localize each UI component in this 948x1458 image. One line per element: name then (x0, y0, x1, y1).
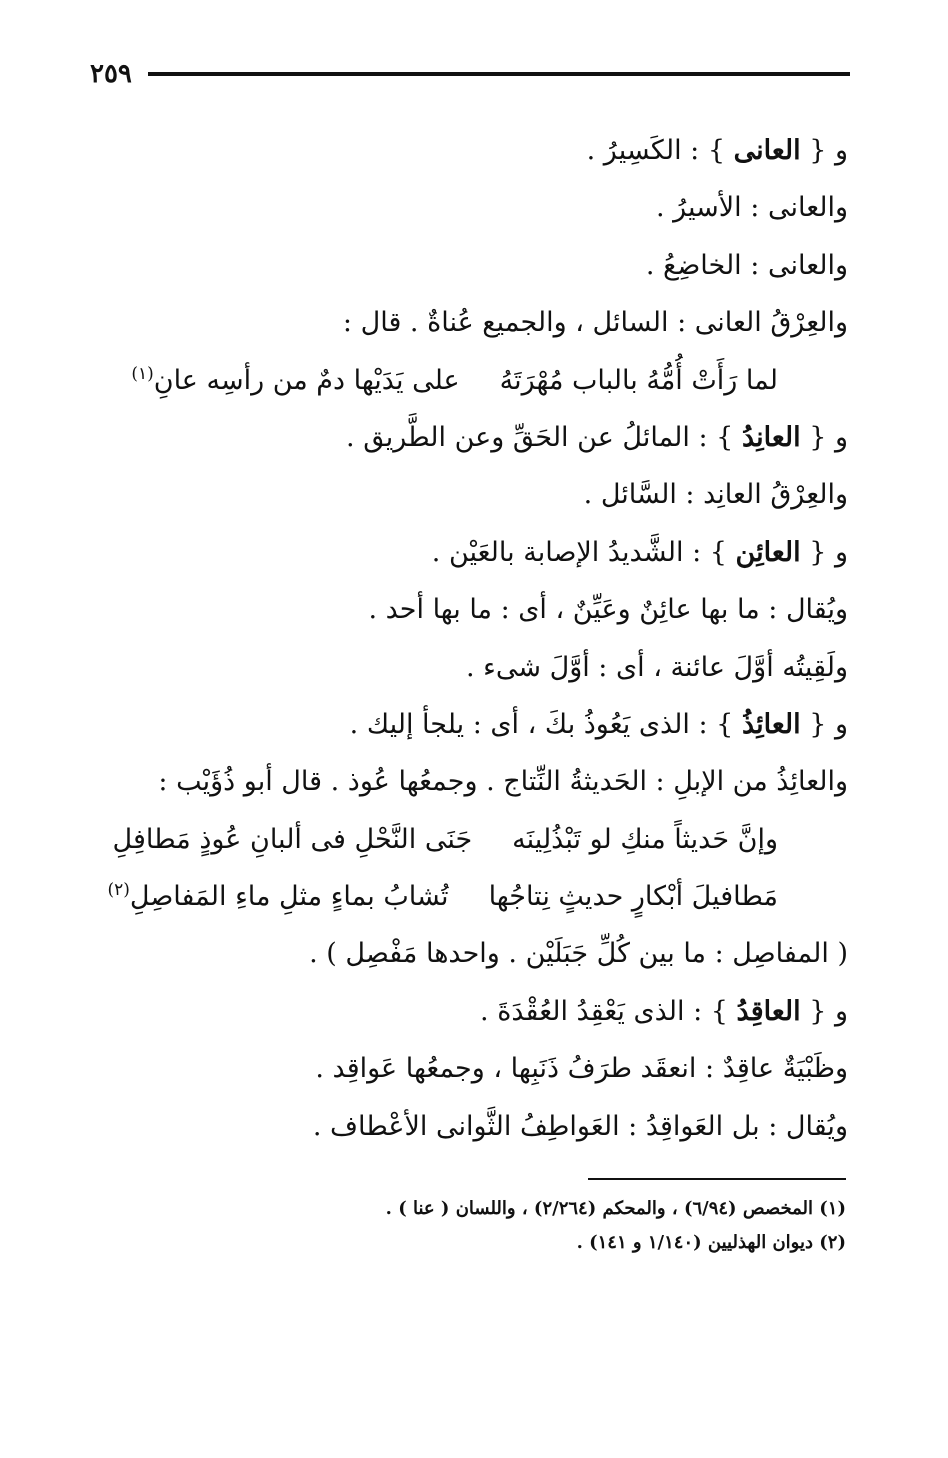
line-text: والعانى : الخاضِعُ . (645, 249, 848, 281)
entry-prefix: و { (800, 135, 848, 166)
page-header (90, 56, 850, 92)
headword: العانِدُ (741, 421, 801, 453)
line-text: والعِرْقُ العانى : السائل ، والجميع عُناةٌ . قال : (342, 307, 848, 339)
first-hemistich: لما رَأَتْ أُمُّهُ بالباب مُهْرَتَهُ (499, 364, 778, 396)
first-hemistich: مَطافيلَ أبْكارٍ حديثٍ نِتاجُها (488, 881, 778, 913)
verse-hemistichs (120, 352, 778, 409)
line-text: وظَبْيَةٌ عاقِدٌ : انعقَد طرَفُ ذَنَبِها ، وجمعُها عَواقِد . (315, 1053, 848, 1085)
line-text: ويُقال : بل العَواقِدُ : العَواطِفُ الثَّوانى الأعْطاف . (312, 1110, 848, 1142)
poetry-verse (107, 868, 848, 925)
text-line (120, 639, 848, 696)
footnote-1: (١) المخصص (٦/٩٤) ، والمحكم (٢/٢٦٤) ، واللسان ( عنا ) . (385, 1198, 846, 1219)
text-line (120, 925, 848, 982)
headword: العائِذُ (741, 708, 801, 740)
footnote-marker[interactable]: (١) (131, 363, 154, 384)
poetry-verse (120, 352, 848, 409)
text-line (120, 237, 848, 294)
definition: } : الذى يَعُوذُ بكَ ، أى : يلجأ إليك . (349, 708, 742, 740)
second-hemistich-text: جَنَى النَّحْلِ فى ألبانِ عُوذٍ مَطافِلِ (112, 823, 473, 855)
dictionary-entries (107, 122, 848, 1155)
header-rule (148, 72, 850, 76)
entry-prefix: و { (800, 708, 848, 740)
headword: العاقِدُ (736, 995, 801, 1027)
line-text: ويُقال : ما بها عائِنٌ وعَيِّنٌ ، أى : ما بها أحد . (368, 594, 848, 626)
text-line (120, 753, 848, 810)
entry-prefix: و { (800, 995, 848, 1027)
second-hemistich (107, 868, 448, 925)
text-line (120, 1098, 848, 1155)
footnote-2: (٢) ديوان الهذليين (١/١٤٠ و ١٤١) . (576, 1232, 846, 1253)
second-hemistich (113, 811, 473, 868)
definition: } : المائلُ عن الحَقِّ وعن الطَّريق . (346, 421, 742, 453)
second-hemistich-text: تُشابُ بماءٍ مثلِ ماءِ المَفاصِلِ (129, 881, 449, 913)
entry-prefix: و { (800, 536, 848, 568)
entry-line (120, 524, 848, 581)
entry-line (120, 122, 848, 179)
footnote-divider (588, 1178, 846, 1180)
second-hemistich-text: على يَدَيْها دمٌ من رأسِه عانِ (153, 364, 460, 396)
footnote-marker[interactable]: (٢) (107, 880, 130, 901)
headword: العائِن (735, 536, 801, 568)
entry-line (120, 696, 848, 753)
entry-line (120, 983, 848, 1040)
verse-hemistichs (107, 868, 778, 925)
text-line (120, 581, 848, 638)
line-text: ( المفاصِل : ما بين كُلِّ جَبَلَيْن . واحدها مَفْصِل ) . (309, 938, 848, 970)
verse-hemistichs (112, 811, 778, 868)
definition: } : الشَّديدُ الإصابة بالعَيْن . (431, 536, 736, 568)
line-text: ولَقِيتُه أوَّلَ عائنة ، أى : أوَّلَ شىء . (466, 651, 848, 683)
definition: } : الذى يَعْقِدُ العُقْدَةَ . (480, 995, 737, 1027)
text-line (120, 179, 848, 236)
text-line (120, 1040, 848, 1097)
line-text: والعائِذُ من الإبلِ : الحَديثةُ النِّتاج . وجمعُها عُوذ . قال أبو ذُؤَيْب : (158, 766, 848, 798)
line-text: والعِرْقُ العانِد : السَّائل . (583, 479, 848, 511)
footnotes (300, 1192, 846, 1260)
headword: العانى (733, 135, 801, 166)
entry-prefix: و { (800, 421, 848, 453)
second-hemistich (131, 352, 459, 409)
page-number: ٢٥٩ (90, 59, 132, 89)
text-line (120, 466, 848, 523)
text-line (120, 294, 848, 351)
definition: } : الكَسِيرُ . (586, 135, 734, 166)
line-text: والعانى : الأسيرُ . (655, 192, 848, 224)
poetry-verse (112, 811, 848, 868)
entry-line (120, 409, 848, 466)
first-hemistich: وإنَّ حَديثاً منكِ لو تَبْذُلِينَه (512, 823, 778, 855)
